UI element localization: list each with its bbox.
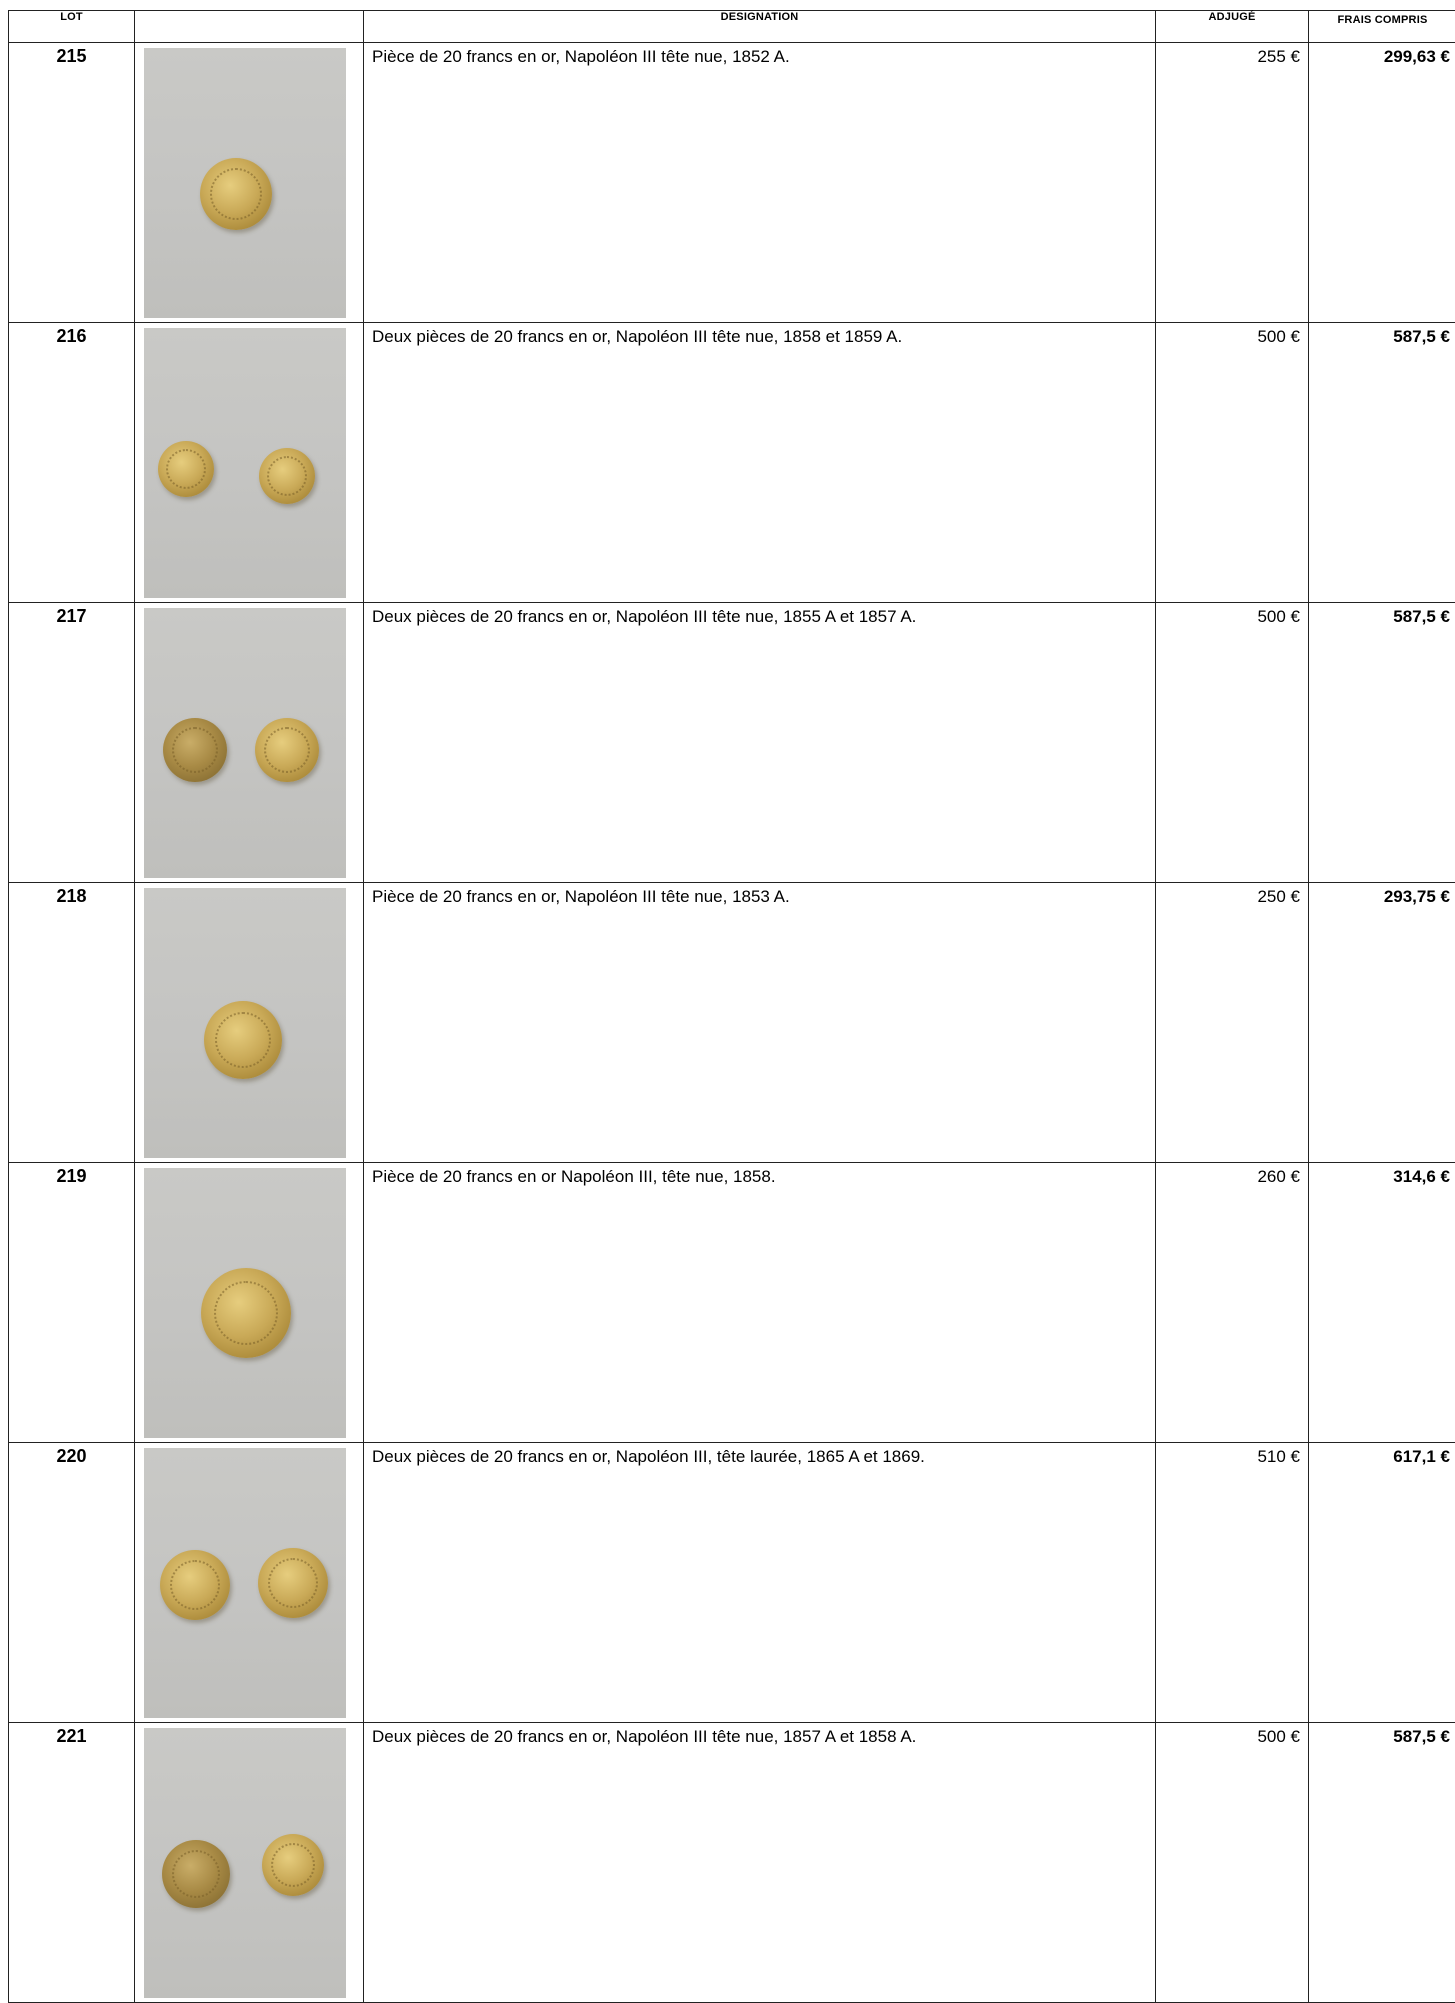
lot-number: 219: [9, 1163, 135, 1443]
header-adjuge: ADJUGÉ: [1156, 11, 1309, 43]
gold-coin-photo: [144, 1728, 346, 1998]
table-header-row: [9, 11, 1455, 43]
lot-adjuge: 500 €: [1156, 323, 1309, 603]
lot-number: 215: [9, 43, 135, 323]
auction-results-table: [8, 10, 1455, 2003]
lot-frais-compris: 617,1 €: [1309, 1443, 1455, 1723]
lot-photo-cell: [135, 1723, 364, 2003]
gold-coin-photo: [144, 1168, 346, 1438]
lot-photo-cell: [135, 1443, 364, 1723]
lot-designation: Deux pièces de 20 francs en or, Napoléon III tête nue, 1857 A et 1858 A.: [364, 1723, 1156, 2003]
coin-icon: [259, 448, 315, 504]
lot-adjuge: 250 €: [1156, 883, 1309, 1163]
lot-frais-compris: 587,5 €: [1309, 1723, 1455, 2003]
lot-number: 216: [9, 323, 135, 603]
lot-adjuge: 500 €: [1156, 603, 1309, 883]
table-row: [9, 43, 1455, 323]
header-designation: DESIGNATION: [364, 11, 1156, 43]
lot-photo-cell: [135, 1163, 364, 1443]
lot-photo-cell: [135, 603, 364, 883]
lot-designation: Deux pièces de 20 francs en or, Napoléon III tête nue, 1855 A et 1857 A.: [364, 603, 1156, 883]
gold-coin-photo: [144, 1448, 346, 1718]
gold-coin-photo: [144, 328, 346, 598]
lot-photo-cell: [135, 43, 364, 323]
coin-icon: [163, 718, 227, 782]
table-row: [9, 1723, 1455, 2003]
table-row: [9, 883, 1455, 1163]
lot-number: 217: [9, 603, 135, 883]
lot-adjuge: 255 €: [1156, 43, 1309, 323]
table-row: [9, 1443, 1455, 1723]
lot-adjuge: 510 €: [1156, 1443, 1309, 1723]
lot-designation: Deux pièces de 20 francs en or, Napoléon III tête nue, 1858 et 1859 A.: [364, 323, 1156, 603]
coin-icon: [160, 1550, 230, 1620]
lot-frais-compris: 587,5 €: [1309, 323, 1455, 603]
header-frais-compris: FRAIS COMPRIS: [1309, 11, 1455, 43]
lot-designation: Pièce de 20 francs en or, Napoléon III tête nue, 1852 A.: [364, 43, 1156, 323]
table-row: [9, 323, 1455, 603]
lot-number: 218: [9, 883, 135, 1163]
coin-icon: [258, 1548, 328, 1618]
lot-frais-compris: 314,6 €: [1309, 1163, 1455, 1443]
gold-coin-photo: [144, 48, 346, 318]
lot-frais-compris: 587,5 €: [1309, 603, 1455, 883]
table-row: [9, 1163, 1455, 1443]
coin-icon: [162, 1840, 230, 1908]
gold-coin-photo: [144, 608, 346, 878]
lot-adjuge: 260 €: [1156, 1163, 1309, 1443]
lot-frais-compris: 299,63 €: [1309, 43, 1455, 323]
lot-designation: Deux pièces de 20 francs en or, Napoléon III, tête laurée, 1865 A et 1869.: [364, 1443, 1156, 1723]
coin-icon: [255, 718, 319, 782]
lot-adjuge: 500 €: [1156, 1723, 1309, 2003]
lot-photo-cell: [135, 883, 364, 1163]
lot-number: 220: [9, 1443, 135, 1723]
table-row: [9, 603, 1455, 883]
header-lot: LOT: [9, 11, 135, 43]
lot-frais-compris: 293,75 €: [1309, 883, 1455, 1163]
coin-icon: [158, 441, 214, 497]
coin-icon: [204, 1001, 282, 1079]
lot-designation: Pièce de 20 francs en or, Napoléon III tête nue, 1853 A.: [364, 883, 1156, 1163]
coin-icon: [200, 158, 272, 230]
lot-designation: Pièce de 20 francs en or Napoléon III, tête nue, 1858.: [364, 1163, 1156, 1443]
gold-coin-photo: [144, 888, 346, 1158]
coin-icon: [262, 1834, 324, 1896]
coin-icon: [201, 1268, 291, 1358]
lot-number: 221: [9, 1723, 135, 2003]
header-photo: [135, 11, 364, 43]
lot-photo-cell: [135, 323, 364, 603]
